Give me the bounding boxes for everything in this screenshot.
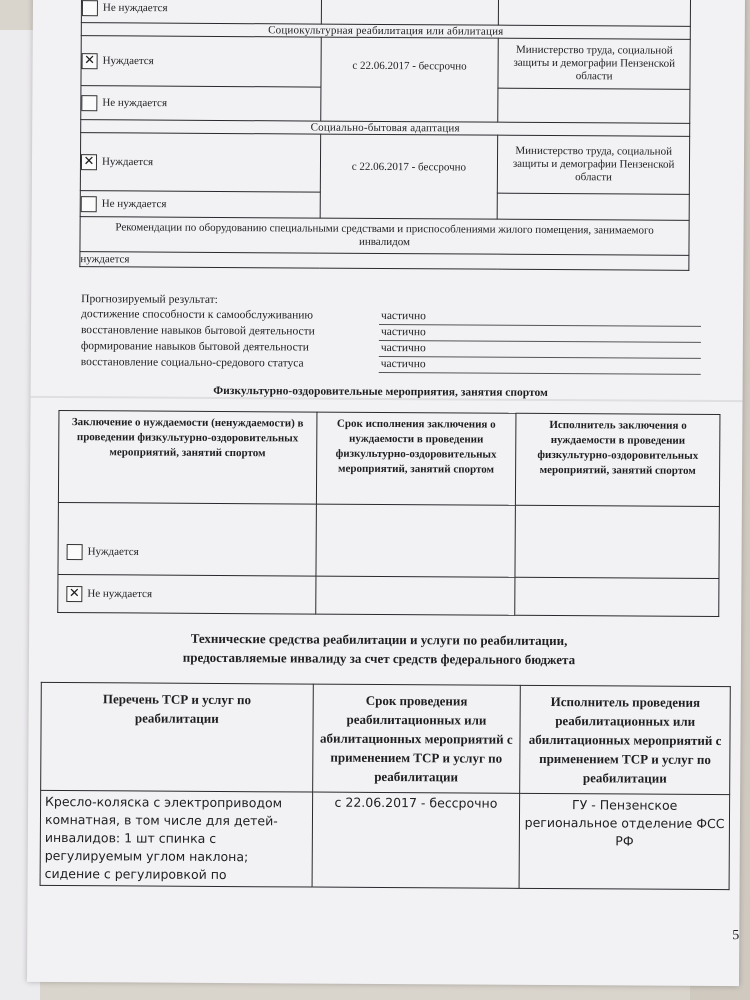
period-cell: с 22.06.2017 - бессрочно	[320, 37, 498, 122]
recommend-value: нуждается	[80, 252, 689, 271]
section-title: Социально-бытовая адаптация	[81, 120, 690, 137]
checkbox[interactable]	[81, 95, 97, 111]
sport-header-period: Срок исполнения заключения о нуждаемости в проведении физкультурно-оздоровительных мероприятий, занятий спортом	[316, 412, 516, 505]
tsr-table	[40, 682, 731, 890]
predicted-heading: Прогнозируемый результат:	[81, 293, 218, 306]
executor-cell: Министерство труда, социальной защиты и демографии Пензенской области	[498, 38, 690, 89]
checkbox[interactable]	[82, 0, 98, 16]
sport-title: Физкультурно-оздоровительные мероприятия, занятия спортом	[213, 384, 548, 399]
sport-table	[57, 410, 720, 617]
checkbox-label: Нуждается	[87, 545, 139, 558]
needs-cell	[81, 36, 321, 87]
predicted-label: формирование навыков бытовой деятельности	[80, 340, 309, 354]
sport-header-executor: Исполнитель заключения о нуждаемости в проведении физкультурно-оздоровительных мероприятий, занятий спортом	[516, 413, 720, 506]
period-cell: с 22.06.2017 - бессрочно	[320, 134, 498, 219]
predicted-label: восстановление социально-средового статуса	[80, 356, 304, 370]
predicted-value: частично	[379, 325, 701, 343]
predicted-label: восстановление навыков бытовой деятельности	[80, 324, 315, 338]
checkbox[interactable]	[81, 196, 97, 212]
section-title: Социокультурная реабилитация или абилитация	[81, 23, 690, 40]
sport-needs-cell	[58, 502, 316, 576]
not-needs-cell	[80, 191, 320, 218]
checkbox-label: Не нуждается	[87, 587, 153, 600]
tsr-title-line2: предоставляемые инвалиду за счет средств федерального бюджета	[182, 649, 576, 668]
recommend-title: Рекомендации по оборудованию специальными средствами и приспособлениями жилого помещения, занимаемого инвалидом	[80, 217, 689, 256]
page-number: 5	[732, 928, 740, 944]
checkbox[interactable]	[67, 544, 83, 560]
tsr-header-executor: Исполнитель проведения реабилитационных или абилитационных мероприятий с применением ТСР и услуг по реабилитации	[520, 685, 730, 794]
tsr-period-cell: с 22.06.2017 - бессрочно	[312, 792, 520, 888]
predicted-label: достижение способности к самообслуживанию	[81, 308, 314, 322]
checkbox-checked[interactable]: ✕	[66, 586, 82, 602]
tsr-title	[29, 628, 729, 670]
checkbox-label: Не нуждается	[101, 197, 167, 210]
tsr-executor-cell: ГУ - Пензенское региональное отделение ФСС РФ	[519, 793, 729, 889]
checkbox-label: Не нуждается	[102, 1, 168, 14]
document-page	[27, 0, 745, 986]
needs-cell	[80, 133, 320, 192]
tsr-header-list: Перечень ТСР и услуг по реабилитации	[41, 682, 313, 792]
predicted-value: частично	[379, 341, 701, 359]
not-needs-cell	[81, 86, 321, 121]
checkbox-label: Нуждается	[102, 54, 154, 67]
rehab-table	[79, 0, 691, 271]
sport-header-conclusion: Заключение о нуждаемости (ненуждаемости) в проведении физкультурно-оздоровительных мероприятий, занятий спортом	[58, 411, 316, 505]
predicted-value: частично	[379, 357, 701, 375]
checkbox-label: Не нуждается	[102, 96, 168, 109]
executor-cell: Министерство труда, социальной защиты и демографии Пензенской области	[498, 135, 690, 194]
predicted-value: частично	[379, 309, 701, 327]
tsr-header-period: Срок проведения реабилитационных или абилитационных мероприятий с применением ТСР и услуг по реабилитации	[312, 684, 520, 793]
checkbox-label: Нуждается	[101, 155, 154, 168]
checkbox-checked[interactable]: ✕	[82, 53, 98, 69]
tsr-title-line1: Технические средства реабилитации и услуги по реабилитации,	[190, 630, 568, 649]
tsr-item-cell: Кресло-коляска с электроприводом комнатная, в том числе для детей-инвалидов: 1 шт спинка с регулируемым углом наклона; сидение с регулировкой по	[40, 790, 312, 887]
checkbox-checked[interactable]: ✕	[81, 154, 97, 170]
predicted-result	[81, 292, 701, 375]
top-not-needs-cell	[81, 0, 321, 24]
sport-not-needs-cell	[58, 574, 316, 614]
